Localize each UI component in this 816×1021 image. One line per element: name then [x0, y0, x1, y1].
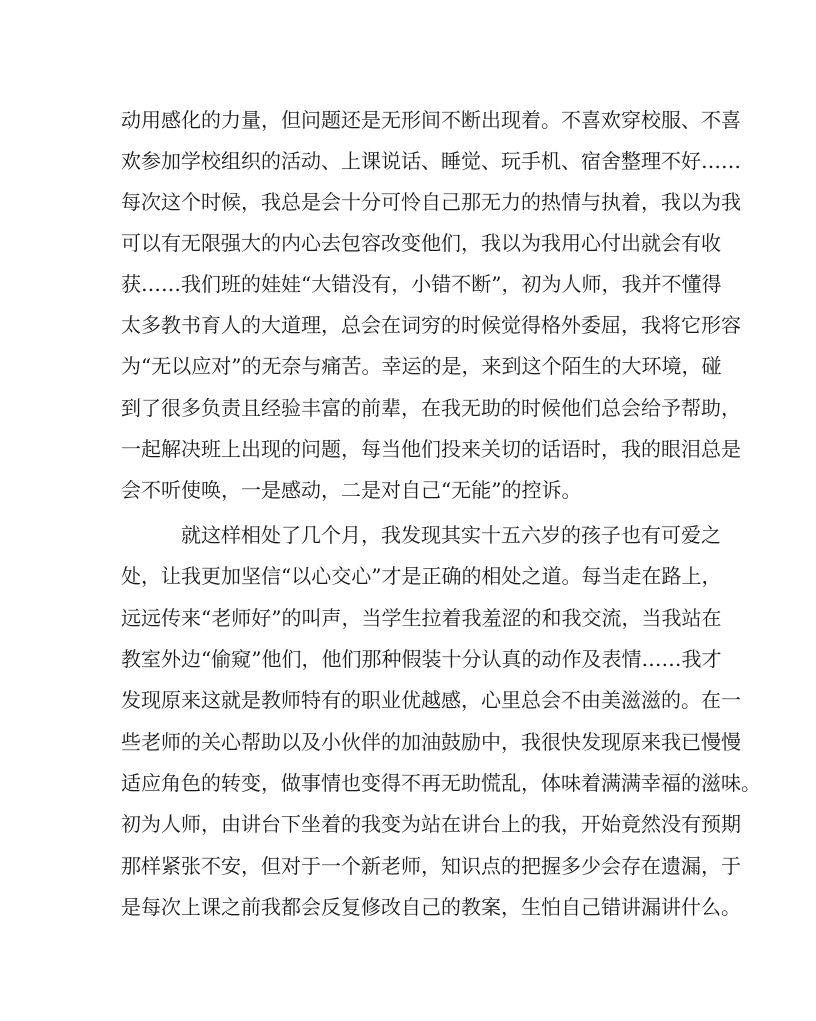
paragraph-2-line-7: 适应角色的转变，做事情也变得不再无助慌乱，体味着满满幸福的滋味。	[121, 771, 761, 795]
paragraph-1-line-5: 获……我们班的娃娃“大错没有，小错不断”，初为人师，我并不懂得	[121, 272, 722, 296]
paragraph-2-line-1: 就这样相处了几个月，我发现其实十五六岁的孩子也有可爱之	[181, 523, 721, 547]
paragraph-2-line-4: 教室外边“偷窥”他们，他们那种假装十分认真的动作及表情……我才	[121, 647, 722, 671]
paragraph-2-line-8: 初为人师，由讲台下坐着的我变为站在讲台上的我，开始竟然没有预期	[121, 812, 741, 836]
paragraph-1-line-9: 一起解决班上出现的问题，每当他们投来关切的话语时，我的眼泪总是	[121, 437, 741, 461]
paragraph-1-line-8: 到了很多负责且经验丰富的前辈，在我无助的时候他们总会给予帮助，	[121, 396, 741, 420]
paragraph-1-line-1: 动用感化的力量，但问题还是无形间不断出现着。不喜欢穿校服、不喜	[121, 108, 741, 132]
paragraph-2-line-6: 些老师的关心帮助以及小伙伴的加油鼓励中，我很快发现原来我已慢慢	[121, 730, 741, 754]
paragraph-1-line-3: 每次这个时候，我总是会十分可怜自己那无力的热情与执着，我以为我	[121, 190, 741, 214]
paragraph-2-line-3: 远远传来“老师好”的叫声，当学生拉着我羞涩的和我交流，当我站在	[121, 606, 722, 630]
paragraph-2-line-9: 那样紧张不安，但对于一个新老师，知识点的把握多少会存在遗漏，于	[121, 854, 741, 878]
paragraph-2-line-5: 发现原来这就是教师特有的职业优越感，心里总会不由美滋滋的。在一	[121, 688, 741, 712]
paragraph-1-line-6: 太多教书育人的大道理，总会在词穷的时候觉得格外委屈，我将它形容	[121, 313, 741, 337]
paragraph-2-line-10: 是每次上课之前我都会反复修改自己的教案，生怕自己错讲漏讲什么。	[121, 895, 741, 919]
paragraph-2-line-2: 处，让我更加坚信“以心交心”才是正确的相处之道。每当走在路上，	[121, 564, 722, 588]
paragraph-1-line-2: 欢参加学校组织的活动、上课说话、睡觉、玩手机、宿舍整理不好……	[121, 149, 741, 173]
paragraph-1-line-4: 可以有无限强大的内心去包容改变他们，我以为我用心付出就会有收	[121, 231, 721, 255]
paragraph-1-line-7: 为“无以应对”的无奈与痛苦。幸运的是，来到这个陌生的大环境，碰	[121, 354, 722, 378]
paragraph-1-line-10: 会不听使唤，一是感动，二是对自己“无能”的控诉。	[121, 478, 582, 502]
